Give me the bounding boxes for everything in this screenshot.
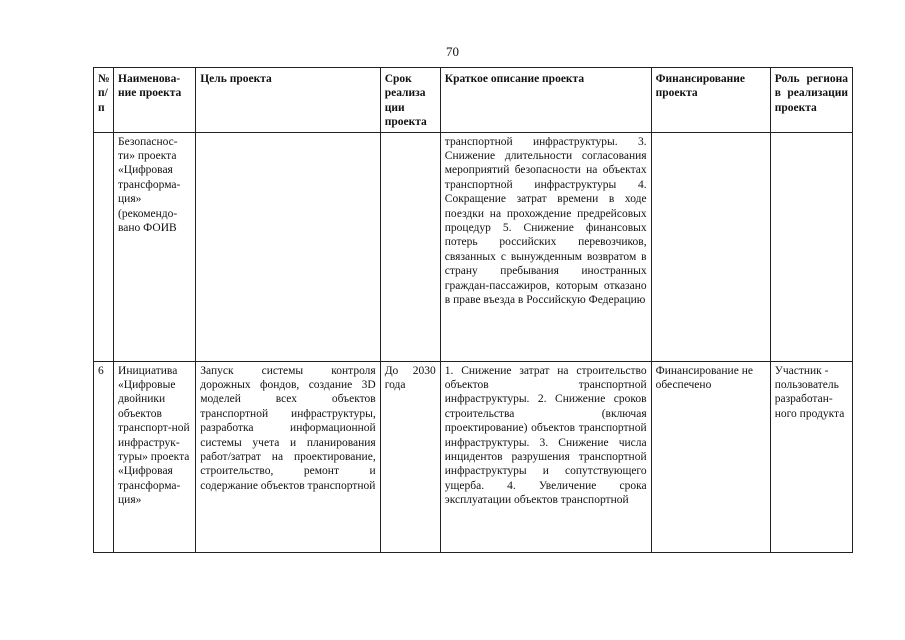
cell-desc: транспортной инфраструктуры. 3. Снижение длительности согласования мероприятий безопасности на объектах транспортной инфраструктуры 4. Сокращение затрат времени в ходе поездки на прохождение предрейсовых процедур 5. Снижение финансовых потерь российских перевозчиков, связанных с вынужденным возвратом в страну пребывания иностранных граждан-пассажиров, которым отказано в праве въезда в Российскую Федерацию — [440, 132, 651, 361]
cell-name: Безопаснос-ти» проекта «Цифровая трансформа-ция» (рекомендо-вано ФОИВ — [114, 132, 196, 361]
cell-finance — [651, 132, 770, 361]
cell-goal: Запуск системы контроля дорожных фондов, создание 3D моделей всех объектов транспортной инфраструктуры, разработка информационной системы учета и планирования работ/затрат на проектирование, строительство, ремонт и содержание объектов транспортной — [196, 361, 380, 552]
cell-desc: 1. Снижение затрат на строительство объектов транспортной инфраструктуры. 2. Снижение сроков строительства (включая проектирование) объектов транспортной инфраструктуры. 3. Снижение числа инцидентов разрушения транспортной инфраструктуры и сопутствующего ущерба. 4. Увеличение срока эксплуатации объектов транспортной — [440, 361, 651, 552]
table-header-row — [94, 68, 853, 133]
cell-role — [770, 132, 852, 361]
header-role: Роль региона в реализации проекта — [770, 68, 852, 133]
table-row — [94, 361, 853, 552]
header-term: Срок реализа ции проекта — [380, 68, 440, 133]
cell-goal — [196, 132, 380, 361]
header-num: № п/п — [94, 68, 114, 133]
page-number: 70 — [446, 44, 459, 59]
cell-finance: Финансирование не обеспечено — [651, 361, 770, 552]
cell-num — [94, 132, 114, 361]
cell-name: Инициатива «Цифровые двойники объектов транспорт-ной инфраструк-туры» проекта «Цифровая трансформа-ция» — [114, 361, 196, 552]
header-finance: Финансирование проекта — [651, 68, 770, 133]
header-name: Наименова-ние проекта — [114, 68, 196, 133]
projects-table — [93, 67, 853, 553]
table-row — [94, 132, 853, 361]
cell-role: Участник - пользователь разработан-ного продукта — [770, 361, 852, 552]
cell-term — [380, 132, 440, 361]
cell-term: До 2030 года — [380, 361, 440, 552]
header-desc: Краткое описание проекта — [440, 68, 651, 133]
cell-num: 6 — [94, 361, 114, 552]
header-goal: Цель проекта — [196, 68, 380, 133]
